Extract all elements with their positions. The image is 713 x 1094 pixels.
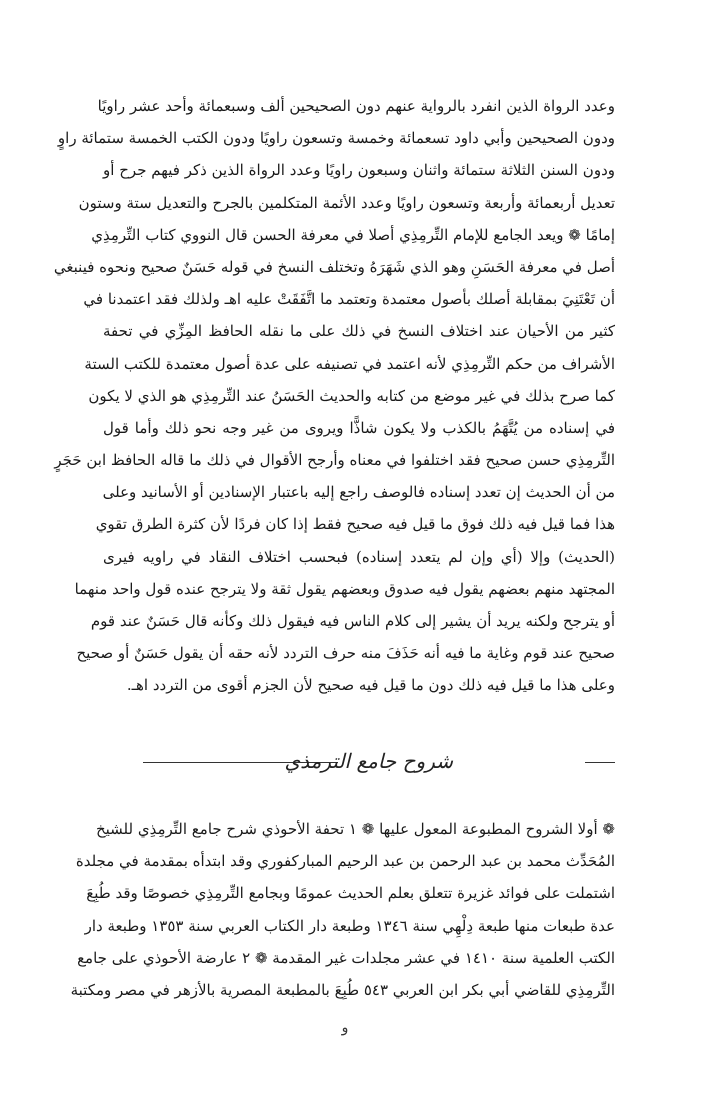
- text-line: أو يترجح ولكنه يريد أن يشير إلى كلام الناس فيه فيقول ذلك وكأنه قال حَسَنٌ عند قوم: [90, 612, 615, 630]
- text-line: عدة طبعات منها طبعة دِلْهِي سنة ١٣٤٦ وطبعة دار الكتاب العربي سنة ١٣٥٣ وطبعة دار: [84, 916, 615, 935]
- text-line: كما صرح بذلك في غير موضع من كتابه والحديث الحَسَنُ عند التِّرمِذِي هو الذي لا يكون: [88, 386, 615, 405]
- text-line: ودون السنن الثلاثة ستمائة واثنان وسبعون راويًا وعدد الرواة الذين ذكر فيهم جرح أو: [103, 161, 615, 180]
- text-line: أن تَعْتَنِيَ بمقابلة أصلك بأصول معتمدة وتعتمد ما اتَّفَقَتْ عليه اهـ ولذلك فقد اعتمدنا في: [83, 290, 615, 309]
- text-line: (الحديث) وإلا (أي وإن لم يتعدد إسناده) فبحسب اختلاف النقاد في راويه فيرى: [103, 547, 615, 566]
- text-line: الأشراف من حكم التِّرمِذِي لأنه اعتمد في تصنيفه على عدة أصول معتمدة للكتب الستة: [84, 354, 615, 373]
- text-line: التِّرمِذِي للقاضي أبي بكر ابن العربي ٥٤٣ طُبِعَ بالمطبعة المصرية بالأزهر في مصر ومكتبة: [70, 980, 615, 999]
- text-line: صحيح عند قوم وغاية ما فيه أنه حَذَفَ منه حرف التردد لأنه حقه أن يقول حَسَنٌ أو صحيح: [76, 644, 615, 663]
- header-rule-right: [585, 762, 615, 763]
- paragraph-commentaries: [70, 813, 615, 1006]
- page-number: و: [341, 1020, 349, 1036]
- text-line: التِّرمِذِي حسن صحيح فقد اختلفوا في معناه وأرجح الأقوال في ذلك ما قاله الحافظ ابن حَجَرٍ: [54, 451, 615, 470]
- text-line: المُحَدِّث محمد بن عبد الرحمن بن عبد الرحيم المباركفوري وقد ابتدأه بمقدمة في مجلدة: [75, 852, 615, 871]
- text-line: في إسناده من يُتَّهَمُ بالكذب ولا يكون شاذًّا ويروى من غير وجه نحو ذلك وأما قول: [103, 418, 615, 437]
- text-line: ودون الصحيحين وأبي داود تسعمائة وخمسة وتسعون راويًا ودون الكتب الخمسة ستمائة راوٍ: [57, 129, 615, 148]
- text-line: أصل في معرفة الحَسَنِ وهو الذي شَهَرَهُ وتختلف النسخ في قوله حَسَنٌ صحيح ونحوه فينبغي: [53, 257, 615, 276]
- text-line: وعلى هذا ما قيل فيه ذلك دون ما قيل فيه صحيح لأن الجزم أقوى من التردد اهـ.: [126, 676, 615, 695]
- text-line: ❁ أولا الشروح المطبوعة المعول عليها ❁ ١ تحفة الأحوذي شرح جامع التِّرمِذِي للشيخ: [95, 820, 615, 838]
- text-line: تعديل أربعمائة وأربعة وتسعون راويًا وعدد الأئمة المتكلمين بالجرح والتعديل ستة وستون: [78, 193, 615, 212]
- text-line: المجتهد منهم بعضهم يقول فيه صدوق وبعضهم يقول ثقة ولا يترجح عنده قول واحد منهما: [74, 579, 615, 598]
- text-line: كثير من الأحيان عند اختلاف النسخ في ذلك على ما نقله الحافظ المِزِّي في تحفة: [103, 322, 615, 341]
- text-line: هذا فما قيل فيه ذلك فوق ما قيل فيه صحيح فقط إذا كان فردًا لأن كثرة الطرق تقوي: [95, 515, 615, 534]
- text-line: من أن الحديث إن تعدد إسناده فالوصف راجع إليه باعتبار الإسنادين أو الأسانيد وعلى: [102, 483, 615, 502]
- text-line: إمامًا ❁ ويعد الجامع للإمام التِّرمِذِي أصلا في معرفة الحسن قال النووي كتاب التِّرمِذِي: [91, 225, 615, 244]
- text-line: اشتملت على فوائد غزيرة تتعلق بعلم الحديث عمومًا وبجامع التِّرمِذِي خصوصًا وقد طُبِعَ: [86, 884, 615, 903]
- section-header: [103, 740, 615, 784]
- paragraph-intro: [53, 90, 615, 702]
- section-header-title: شروح جامع الترمذي: [284, 749, 453, 773]
- text-line: وعدد الرواة الذين انفرد بالرواية عنهم دون الصحيحين ألف وسبعمائة وأحد عشر راويًا: [97, 97, 615, 115]
- text-line: الكتب العلمية سنة ١٤١٠ في عشر مجلدات غير المقدمة ❁ ٢ عارضة الأحوذي على جامع: [77, 948, 615, 967]
